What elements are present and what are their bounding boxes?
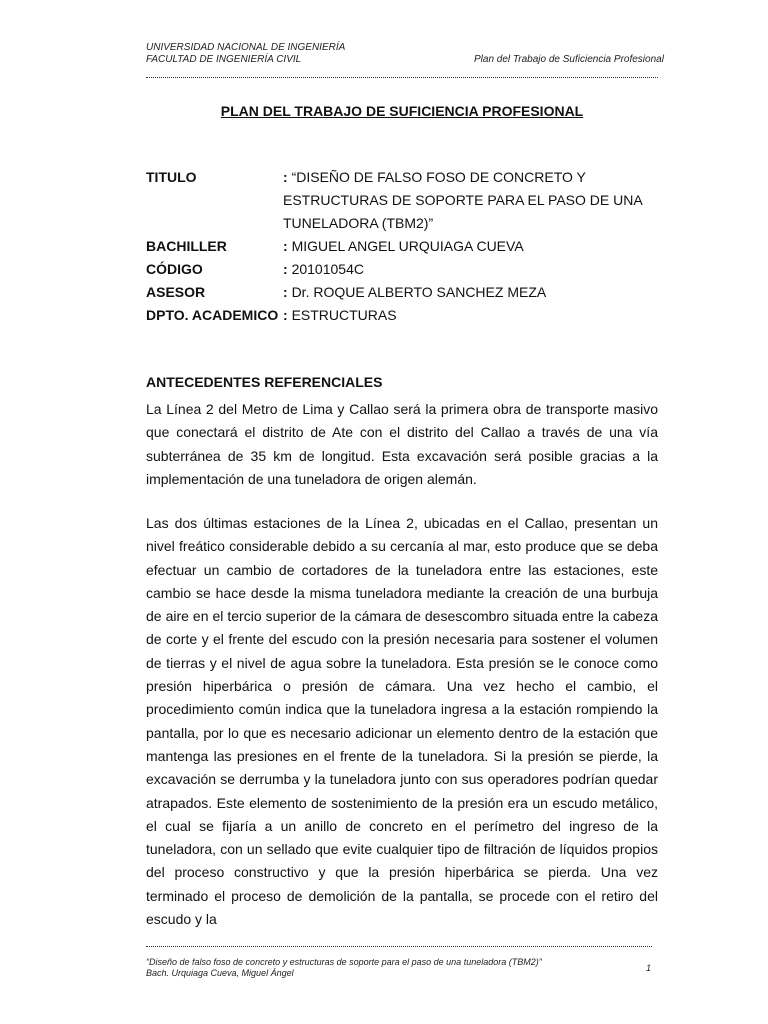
metadata-row-titulo [146,166,658,235]
colon: : [283,307,288,323]
paragraph-2: Las dos últimas estaciones de la Línea 2, ubicadas en el Callao, presentan un nivel freático considerable debido a su cercanía al mar, esto produce que se deba efectuar un cambio de cortadores de la tuneladora entre las estaciones, este cambio se hace desde la misma tuneladora mediante la creación de una burbuja de aire en el tercio superior de la cámara de desescombro situada entre la cabeza de corte y el frente del escudo con la presión necesaria para sostener el volumen de tierras y el nivel de agua sobre la tuneladora. Esta presión se le conoce como presión hiperbárica o presión de cámara. Una vez hecho el cambio, el procedimiento común indica que la tuneladora ingresa a la estación rompiendo la pantalla, por lo que es necesario adicionar un elemento dentro de la estación que mantenga las presiones en el frente de la tuneladora. Si la presión se pierde, la excavación se derrumba y la tuneladora junto con sus operadores podrían quedar atrapados. Este elemento de sostenimiento de la presión era un escudo metálico, el cual se fijaría a un anillo de concreto en el perímetro del ingreso de la tuneladora, con un sellado que evite cualquier tipo de filtración de líquidos propios del proceso constructivo y que la presión hiperbárica se pierda. Una vez terminado el proceso de demolición de la pantalla, se procede con el retiro del escudo y la [146,515,658,928]
bachiller-text: MIGUEL ANGEL URQUIAGA CUEVA [291,238,524,254]
footer-title: “Diseño de falso foso de concreto y estructuras de soporte para el paso de una tuneladora (TBM2)” [146,957,542,967]
metadata-row-bachiller [146,235,658,258]
paragraph-1: La Línea 2 del Metro de Lima y Callao será la primera obra de transporte masivo que conectará el distrito de Ate con el distrito del Callao a través de una vía subterránea de 35 km de longitud. Esta excavación será posible gracias a la implementación de una tuneladora de origen alemán. [146,401,658,487]
bachiller-value [283,235,658,258]
metadata-block [146,166,658,327]
header-faculty: FACULTAD DE INGENIERÍA CIVIL [146,54,302,65]
bachiller-label: BACHILLER [146,238,227,254]
codigo-value [283,258,658,281]
titulo-text: “DISEÑO DE FALSO FOSO DE CONCRETO Y ESTRUCTURAS DE SOPORTE PARA EL PASO DE UNA TUNELADORA (TBM2)” [283,169,642,231]
colon: : [283,238,288,254]
codigo-text: 20101054C [291,261,364,277]
colon: : [283,169,288,185]
dpto-label: DPTO. ACADEMICO [146,307,279,323]
dpto-text: ESTRUCTURAS [291,307,397,323]
header-document-title: Plan del Trabajo de Suficiencia Profesional [474,54,664,65]
header-divider [146,77,658,78]
footer-divider [146,946,652,947]
metadata-row-codigo [146,258,658,281]
header-university: UNIVERSIDAD NACIONAL DE INGENIERÍA [146,42,346,53]
asesor-label: ASESOR [146,284,206,300]
asesor-value [283,281,658,304]
footer-author: Bach. Urquiaga Cueva, Miguel Ángel [146,968,294,978]
asesor-text: Dr. ROQUE ALBERTO SANCHEZ MEZA [291,284,547,300]
dpto-value [283,304,658,327]
titulo-label: TITULO [146,169,197,185]
metadata-row-asesor [146,281,658,304]
titulo-value [283,166,658,235]
colon: : [283,284,288,300]
page-number: 1 [646,963,652,973]
colon: : [283,261,288,277]
section-heading: ANTECEDENTES REFERENCIALES [146,374,383,390]
codigo-label: CÓDIGO [146,261,203,277]
page-title: PLAN DEL TRABAJO DE SUFICIENCIA PROFESIONAL [220,103,584,119]
metadata-row-dpto [146,304,658,327]
